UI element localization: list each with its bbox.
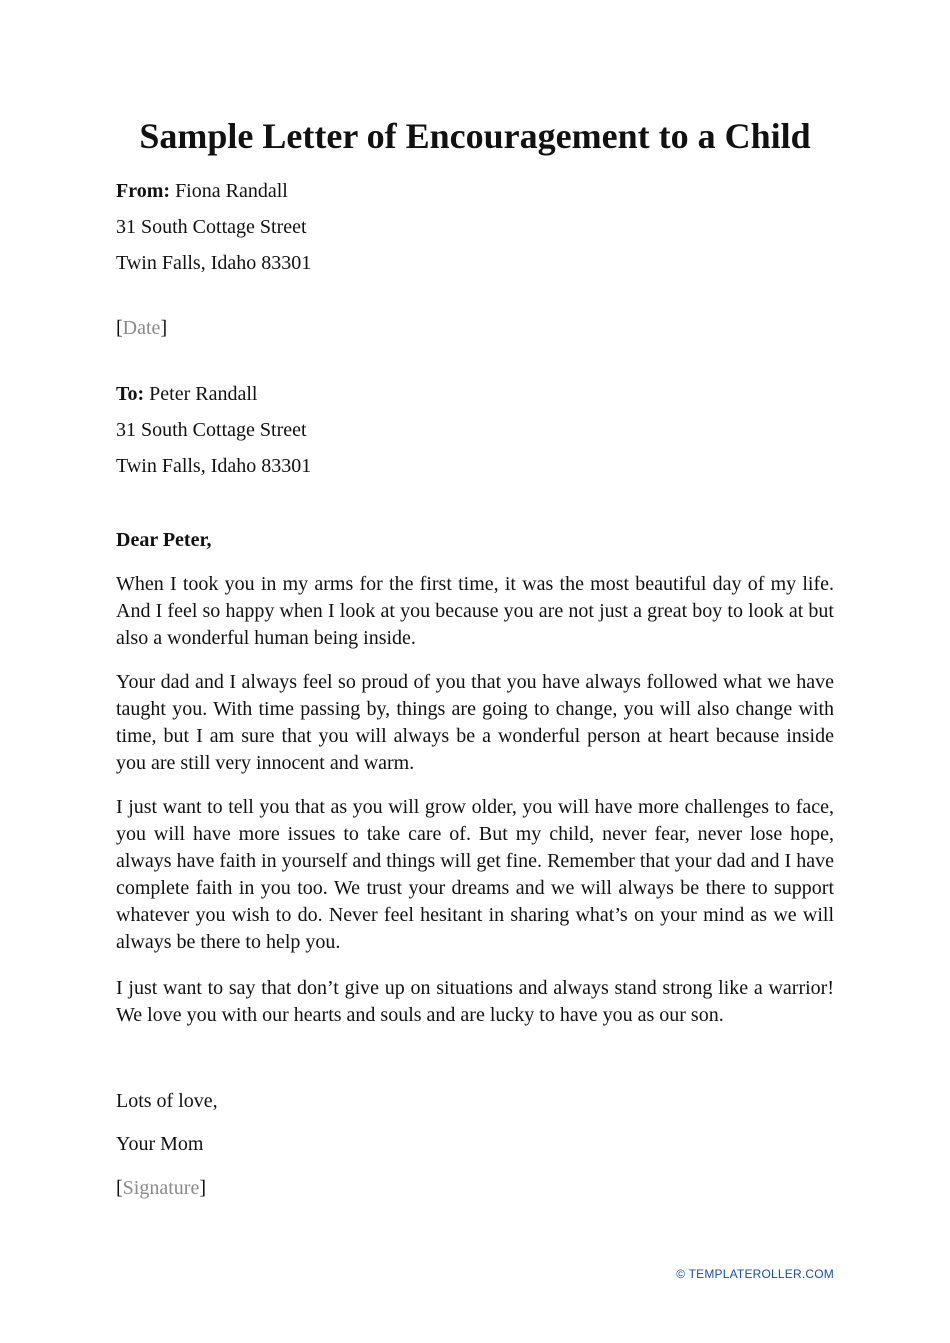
recipient-name: Peter Randall <box>149 383 258 405</box>
sender-name-line <box>116 178 288 204</box>
body-paragraph-3: I just want to tell you that as you will grow older, you will have more challenges to face, you will have more issues to take care of. But my child, never fear, never lose hope, always have faith in yourself and things will get fine. Remember that your dad and I have complete faith in you too. We trust your dreams and we will always be there to support whatever you wish to do. Never feel hesitant in sharing what’s on your mind as we will always be there to help you. <box>116 796 834 953</box>
body-paragraph-1: When I took you in my arms for the first time, it was the most beautiful day of my life. And I feel so happy when I look at you because you are not just a great boy to look at but also a wonderful human being inside. <box>116 573 834 649</box>
body-paragraph-4: I just want to say that don’t give up on situations and always stand strong like a warrior! We love you with our hearts and souls and are lucky to have you as our son. <box>116 977 834 1026</box>
recipient-address-line1: 31 South Cottage Street <box>116 419 307 441</box>
date-field: [Date] <box>116 317 168 339</box>
footer-link[interactable]: © TEMPLATEROLLER.COM <box>676 1267 834 1281</box>
salutation: Dear Peter, <box>116 529 212 551</box>
sender-name: Fiona Randall <box>175 180 288 202</box>
signer: Your Mom <box>116 1133 204 1155</box>
sender-address-line1: 31 South Cottage Street <box>116 216 307 238</box>
closing: Lots of love, <box>116 1090 218 1112</box>
body-paragraph-2: Your dad and I always feel so proud of you that you have always followed what we have taught you. With time passing by, things are going to change, you will also change with time, but I am sure that you will always be a wonderful person at heart because inside you are still very innocent and warm. <box>116 671 834 774</box>
date-placeholder: Date <box>122 317 161 339</box>
document-title: Sample Letter of Encouragement to a Child <box>139 116 811 156</box>
signature-field: [Signature] <box>116 1177 206 1199</box>
to-label: To: <box>116 383 145 405</box>
sender-address-line2: Twin Falls, Idaho 83301 <box>116 252 312 274</box>
from-label: From: <box>116 180 171 202</box>
recipient-address-line2: Twin Falls, Idaho 83301 <box>116 455 312 477</box>
signature-placeholder: Signature <box>122 1177 200 1199</box>
recipient-name-line <box>116 381 257 407</box>
